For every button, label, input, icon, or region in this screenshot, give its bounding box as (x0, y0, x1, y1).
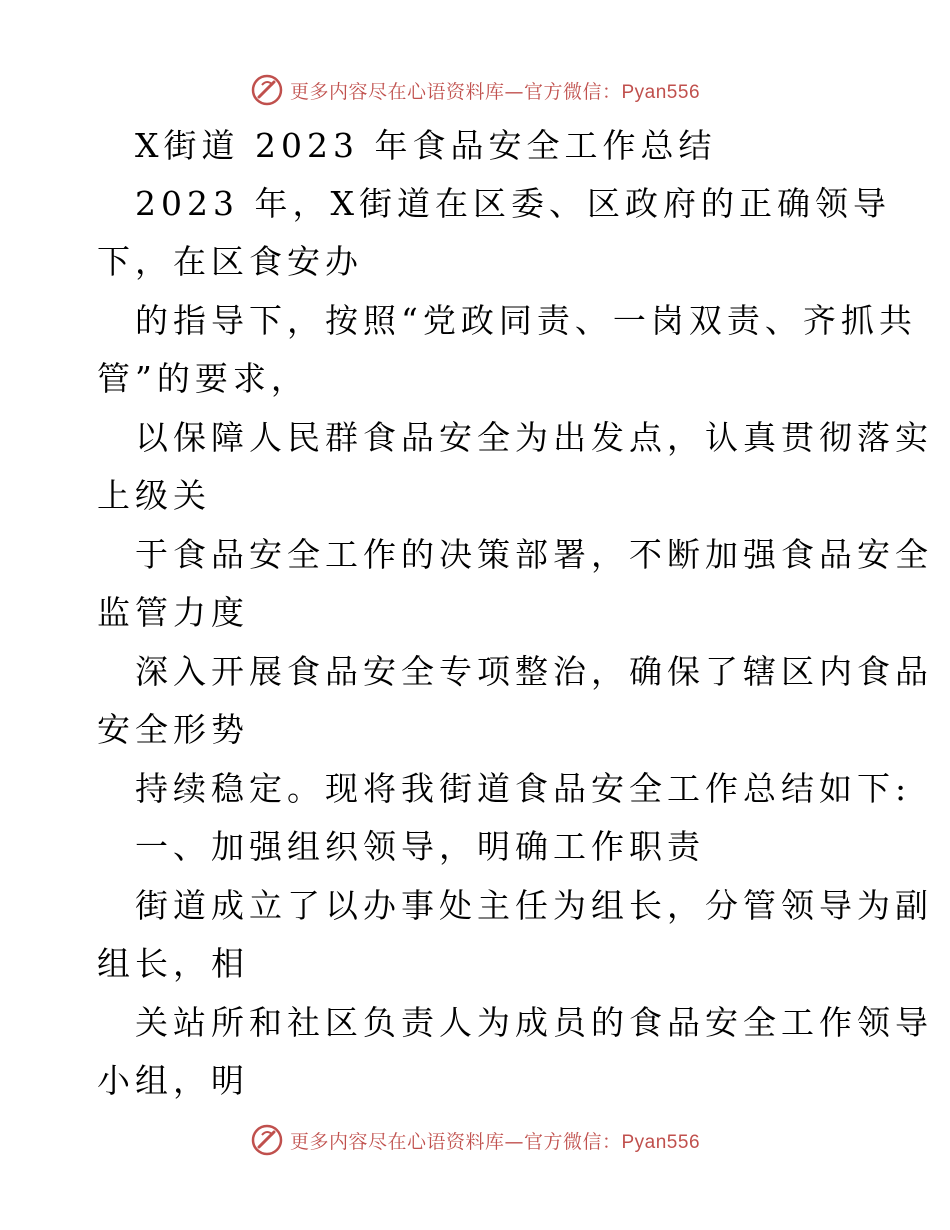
paragraph-line: 以保障人民群食品安全为出发点，认真贯彻落实 (135, 418, 933, 457)
paragraph-line: 深入开展食品安全专项整治，确保了辖区内食品 (135, 652, 933, 691)
paragraph-line: 关站所和社区负责人为成员的食品安全工作领导 (135, 1003, 933, 1042)
header-watermark (0, 70, 950, 110)
paragraph-line: 监管力度 (97, 593, 249, 632)
watermark-text: 更多内容尽在心语资料库—官方微信：Pyan556 (289, 1130, 701, 1153)
paragraph-line: 组长，相 (97, 944, 249, 983)
paragraph-line: 上级关 (97, 476, 211, 515)
logo-icon (250, 1123, 284, 1157)
document-title: X街道 2023 年食品安全工作总结 (135, 126, 717, 165)
paragraph-line: 2023 年，X街道在区委、区政府的正确领导 (135, 184, 891, 223)
paragraph-line: 管”的要求， (97, 359, 309, 398)
paragraph-line: 于食品安全工作的决策部署，不断加强食品安全 (135, 535, 933, 574)
logo-icon (250, 73, 284, 107)
paragraph-line: 安全形势 (97, 710, 249, 749)
paragraph-line: 持续稳定。现将我街道食品安全工作总结如下: (135, 769, 912, 808)
paragraph-line: 下，在区食安办 (97, 242, 363, 281)
paragraph-line: 的指导下，按照“党政同责、一岗双责、齐抓共 (135, 301, 917, 340)
footer-watermark (0, 1120, 950, 1160)
paragraph-line: 街道成立了以办事处主任为组长，分管领导为副 (135, 886, 933, 925)
paragraph-line: 小组，明 (97, 1061, 249, 1100)
section-heading: 一、加强组织领导，明确工作职责 (135, 827, 705, 866)
watermark-text: 更多内容尽在心语资料库—官方微信：Pyan556 (289, 80, 701, 103)
